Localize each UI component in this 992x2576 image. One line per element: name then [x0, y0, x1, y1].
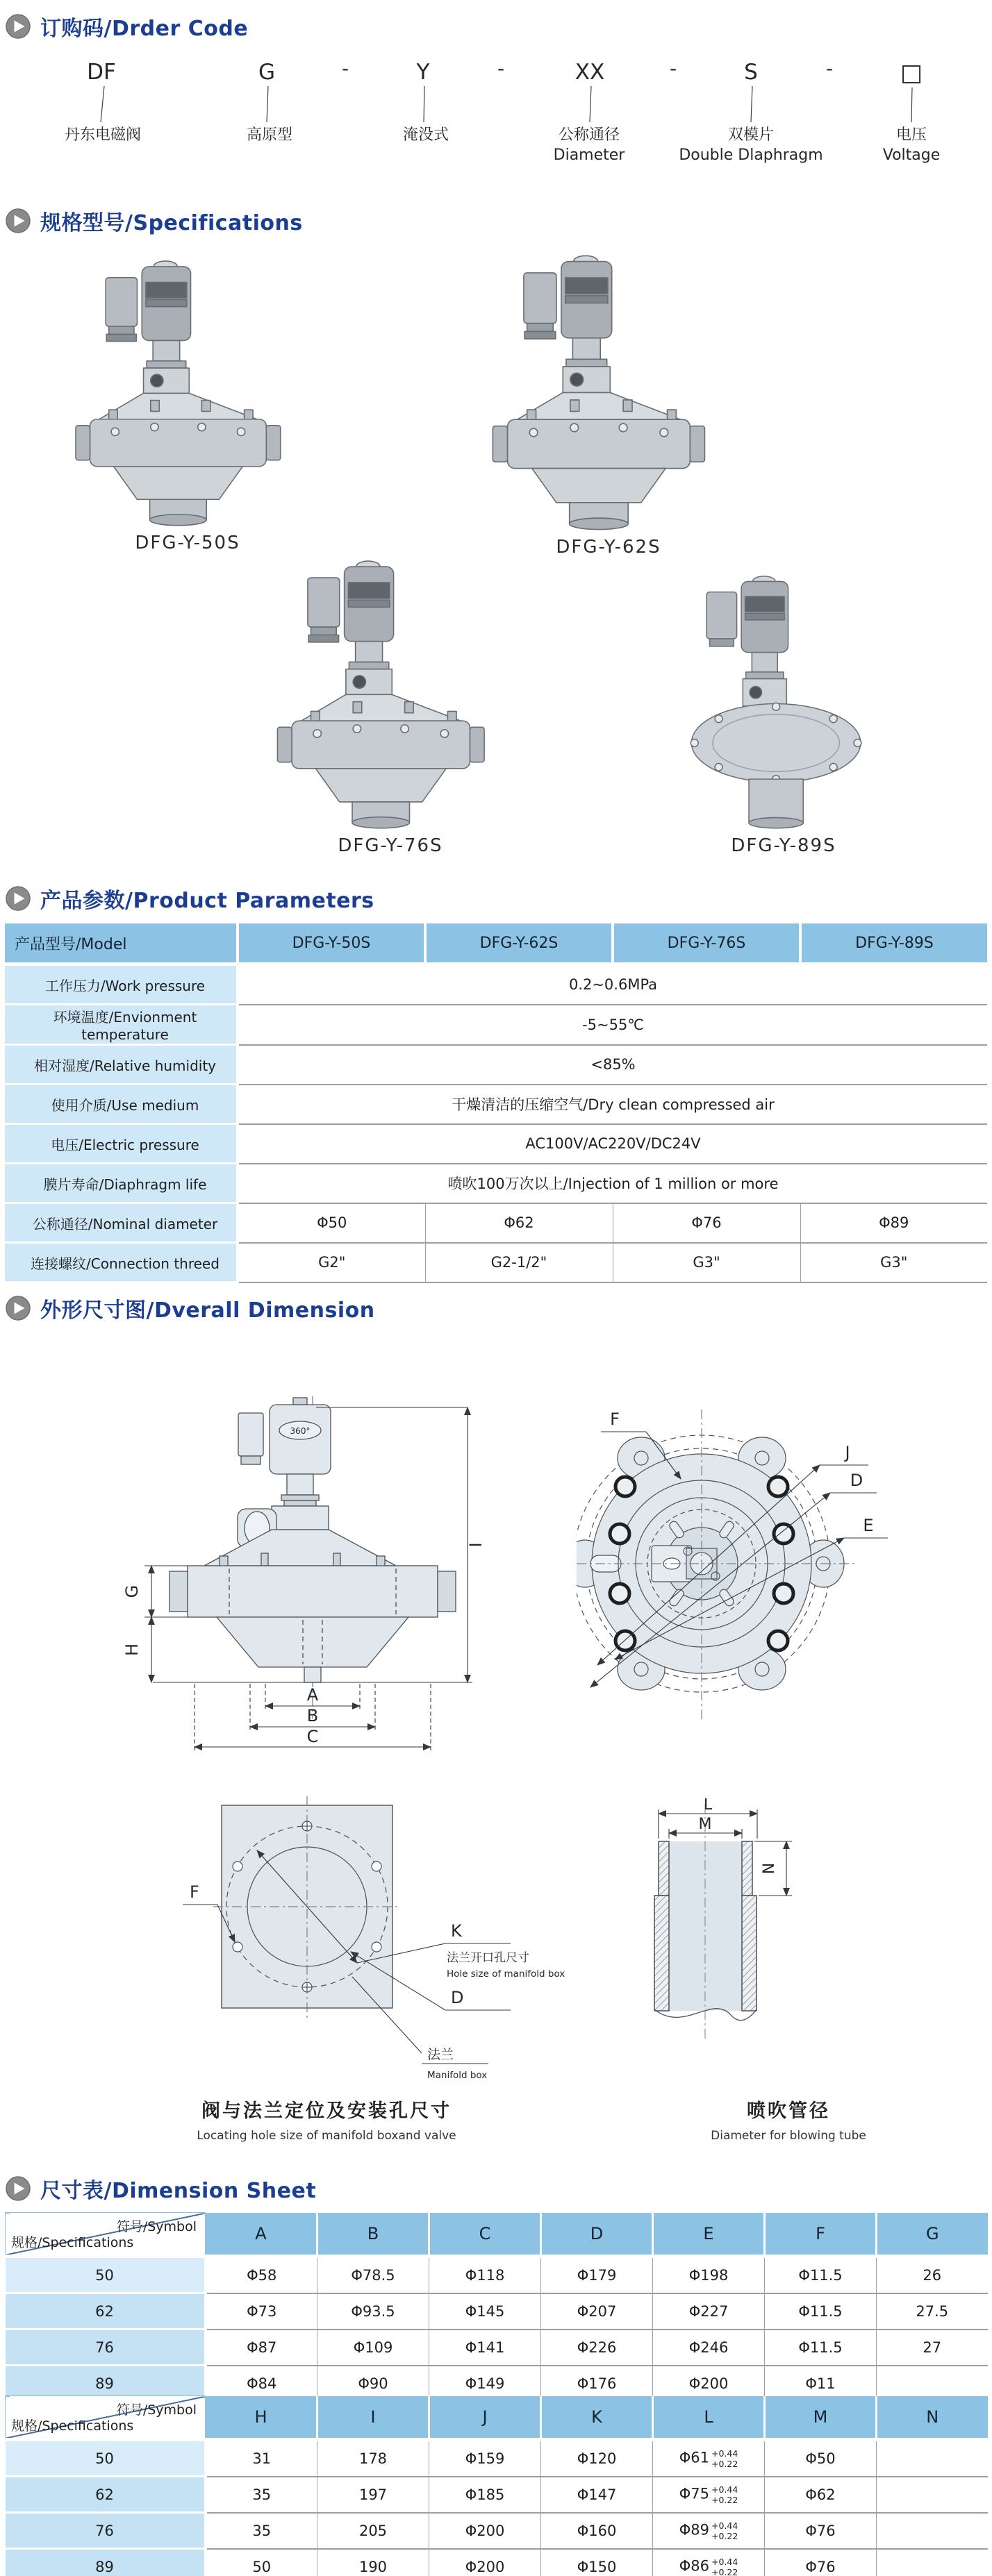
- top-view-drawing: [577, 1382, 952, 1771]
- cell: G3": [613, 1243, 800, 1282]
- cell: Φ50: [765, 2440, 877, 2477]
- tolerance-lower: +0.22: [711, 2530, 738, 2541]
- section-title-dimension-sheet: 尺寸表/Dimension Sheet: [40, 2179, 317, 2203]
- column-header: M: [765, 2396, 877, 2440]
- cell: Φ58: [206, 2257, 317, 2293]
- code-connector-lines: [101, 86, 912, 122]
- tolerance-base: Φ75: [679, 2485, 709, 2502]
- section-title-order-code: 订购码/Drder Code: [40, 17, 249, 41]
- side-view-drawing: [104, 1392, 507, 1753]
- tolerance-base: Φ86: [679, 2557, 709, 2575]
- column-header: N: [877, 2396, 988, 2440]
- cell: Φ150: [541, 2549, 653, 2576]
- cell: [877, 2513, 988, 2549]
- corner-cell: [6, 2213, 206, 2257]
- manifold-caption: [118, 2096, 535, 2143]
- header-model: DFG-Y-62S: [425, 923, 613, 964]
- tolerance-lower: +0.22: [711, 2566, 738, 2576]
- product-photo-dfg-y-76s: [271, 555, 510, 830]
- product-model-label: DFG-Y-89S: [731, 835, 836, 856]
- code-label-cn: 淹没式: [402, 126, 449, 144]
- code-label-en: Voltage: [882, 147, 941, 164]
- caption-cn: 喷吹管径: [747, 2100, 830, 2122]
- cell: Φ147: [541, 2477, 653, 2513]
- dim-label-f: F: [610, 1410, 620, 1429]
- dim-label-g: G: [122, 1584, 142, 1598]
- play-icon: [6, 886, 31, 911]
- spec-cell: 76: [6, 2513, 206, 2549]
- section-header-dimension-diagram: [6, 1293, 375, 1323]
- cell: Φ76: [765, 2513, 877, 2549]
- cell: Φ62: [765, 2477, 877, 2513]
- code-dash: -: [669, 57, 677, 80]
- tolerance-upper: +0.44: [711, 2448, 738, 2459]
- cell: [877, 2549, 988, 2576]
- row-label: 环境温度/Envionment temperature: [5, 1005, 238, 1045]
- cell: 35: [206, 2513, 317, 2549]
- dimension-table-1: [5, 2212, 988, 2402]
- row-label: 相对湿度/Relative humidity: [5, 1045, 238, 1085]
- product-figure: [486, 250, 731, 558]
- corner-spec-label: 规格/Specifications: [11, 2418, 134, 2434]
- column-header: E: [653, 2213, 765, 2257]
- cell: 27.5: [877, 2293, 988, 2330]
- row-value: 干燥清洁的压缩空气/Dry clean compressed air: [238, 1085, 987, 1124]
- table-row: [6, 2257, 988, 2293]
- table-row: [6, 2293, 988, 2330]
- cell-with-tolerance: [653, 2549, 765, 2576]
- cell: Φ11.5: [765, 2257, 877, 2293]
- tube-caption: [615, 2096, 962, 2143]
- spec-cell: 62: [6, 2477, 206, 2513]
- row-value: AC100V/AC220V/DC24V: [238, 1124, 987, 1164]
- dim-label-n: N: [761, 1862, 778, 1875]
- cell: Φ159: [429, 2440, 541, 2477]
- code-label-cn: 双模片: [727, 126, 775, 144]
- code-part-s: S: [744, 60, 758, 85]
- code-label-en: Double Dlaphragm: [679, 147, 823, 164]
- tolerance-upper: +0.44: [711, 2557, 738, 2568]
- row-label: 膜片寿命/Diaphragm life: [5, 1164, 238, 1203]
- cell: Φ76: [613, 1203, 800, 1243]
- caption-en: Diameter for blowing tube: [711, 2129, 866, 2143]
- corner-cell: [6, 2396, 206, 2440]
- tolerance-upper: +0.44: [711, 2520, 738, 2532]
- code-part-xx: XX: [574, 60, 605, 85]
- cell: Φ226: [541, 2330, 653, 2366]
- caption-cn: 阀与法兰定位及安装孔尺寸: [201, 2100, 452, 2122]
- code-label-cn: 丹东电磁阀: [64, 126, 142, 144]
- table-row: [5, 1005, 987, 1045]
- cell: Φ227: [653, 2293, 765, 2330]
- column-header: F: [765, 2213, 877, 2257]
- table-row: [6, 2513, 988, 2549]
- dimension-table-2: [5, 2395, 988, 2576]
- cell: Φ84: [206, 2366, 317, 2402]
- cell: 50: [206, 2549, 317, 2576]
- code-part-g: G: [258, 60, 276, 85]
- corner-symbol-label: 符号/Symbol: [116, 2402, 197, 2418]
- cell: Φ200: [429, 2513, 541, 2549]
- order-code-diagram: [0, 40, 992, 169]
- table-row: [5, 964, 987, 1005]
- cell: Φ185: [429, 2477, 541, 2513]
- table-row: [6, 2440, 988, 2477]
- cell: 35: [206, 2477, 317, 2513]
- spec-cell: 62: [6, 2293, 206, 2330]
- caption-en: Locating hole size of manifold boxand valve: [197, 2129, 456, 2143]
- table-row: [6, 2330, 988, 2366]
- code-dash: -: [825, 57, 834, 80]
- code-part-y: Y: [416, 60, 430, 85]
- cell: Φ11.5: [765, 2293, 877, 2330]
- cell: Φ160: [541, 2513, 653, 2549]
- cell: Φ109: [317, 2330, 429, 2366]
- play-icon: [6, 14, 31, 39]
- cell: Φ198: [653, 2257, 765, 2293]
- cell: 178: [317, 2440, 429, 2477]
- flange-label-cn: 法兰: [427, 2047, 454, 2062]
- spec-cell: 50: [6, 2440, 206, 2477]
- cell: 205: [317, 2513, 429, 2549]
- column-header: H: [206, 2396, 317, 2440]
- dim-label-f: F: [190, 1882, 199, 1902]
- cell-with-tolerance: [653, 2477, 765, 2513]
- dim-label-i: I: [466, 1542, 486, 1548]
- section-title-dimension-diagram: 外形尺寸图/Dverall Dimension: [40, 1298, 375, 1323]
- product-figure: [271, 555, 510, 856]
- tolerance-lower: +0.22: [711, 2458, 738, 2469]
- cell: Φ11: [765, 2366, 877, 2402]
- product-model-label: DFG-Y-62S: [556, 537, 661, 558]
- column-header: B: [317, 2213, 429, 2257]
- row-value: <85%: [238, 1045, 987, 1085]
- table-row: [6, 2549, 988, 2576]
- dim-label-d: D: [850, 1471, 863, 1490]
- section-title-parameters: 产品参数/Product Parameters: [40, 889, 374, 913]
- cell: Φ50: [238, 1203, 425, 1243]
- dim-label-c: C: [306, 1727, 319, 1746]
- product-model-label: DFG-Y-76S: [338, 835, 443, 856]
- row-label: 连接螺纹/Connection threed: [5, 1243, 238, 1282]
- section-header-specifications: [6, 206, 303, 236]
- cell: Φ11.5: [765, 2330, 877, 2366]
- dim-label-h: H: [122, 1643, 142, 1657]
- table-row: [5, 1203, 987, 1243]
- product-photo-dfg-y-89s: [670, 569, 897, 830]
- tolerance-upper: +0.44: [711, 2484, 738, 2495]
- column-header: J: [429, 2396, 541, 2440]
- dim-label-b: B: [306, 1706, 319, 1725]
- cell: [877, 2477, 988, 2513]
- cell-with-tolerance: [653, 2440, 765, 2477]
- column-header: K: [541, 2396, 653, 2440]
- cell: Φ176: [541, 2366, 653, 2402]
- spec-cell: 50: [6, 2257, 206, 2293]
- dimension-header-row: [6, 2213, 988, 2257]
- cell: Φ200: [429, 2549, 541, 2576]
- cell: Φ200: [653, 2366, 765, 2402]
- cell: 190: [317, 2549, 429, 2576]
- k-note-cn: 法兰开口孔尺寸: [447, 1951, 529, 1965]
- cell: Φ87: [206, 2330, 317, 2366]
- play-icon: [6, 1296, 31, 1321]
- dim-label-a: A: [306, 1685, 319, 1705]
- table-row: [5, 1045, 987, 1085]
- dim-label-m: M: [698, 1816, 712, 1833]
- rotate-note: 360°: [290, 1426, 311, 1436]
- table-row: [6, 2477, 988, 2513]
- cell: 26: [877, 2257, 988, 2293]
- manifold-drawing: [177, 1795, 566, 2100]
- code-dash: -: [341, 57, 349, 80]
- header-model-label: 产品型号/Model: [5, 923, 238, 964]
- header-model: DFG-Y-89S: [800, 923, 987, 964]
- tolerance-base: Φ89: [679, 2521, 709, 2539]
- section-title-specifications: 规格型号/Specifications: [40, 211, 303, 235]
- parameters-header-row: [5, 923, 987, 964]
- tube-drawing: [653, 1798, 882, 2055]
- section-header-parameters: [6, 883, 374, 914]
- section-header-dimension-sheet: [6, 2173, 316, 2204]
- table-row: [5, 1085, 987, 1124]
- table-row: [5, 1124, 987, 1164]
- product-figure: [69, 256, 306, 553]
- column-header: L: [653, 2396, 765, 2440]
- dim-label-l: L: [703, 1798, 713, 1814]
- product-photo-dfg-y-50s: [69, 256, 306, 527]
- section-header-order-code: [6, 11, 248, 42]
- header-model: DFG-Y-76S: [613, 923, 800, 964]
- column-header: I: [317, 2396, 429, 2440]
- cell: Φ62: [425, 1203, 613, 1243]
- row-label: 工作压力/Work pressure: [5, 964, 238, 1005]
- cell: Φ118: [429, 2257, 541, 2293]
- column-header: D: [541, 2213, 653, 2257]
- play-icon: [6, 2176, 31, 2201]
- row-value: 喷吹100万次以上/Injection of 1 million or more: [238, 1164, 987, 1203]
- dim-label-d: D: [451, 1988, 464, 2007]
- dim-label-e: E: [863, 1516, 874, 1535]
- cell: Φ149: [429, 2366, 541, 2402]
- cell: Φ179: [541, 2257, 653, 2293]
- cell-with-tolerance: [653, 2513, 765, 2549]
- row-value: -5~55℃: [238, 1005, 987, 1045]
- spec-cell: 89: [6, 2549, 206, 2576]
- cell: G2-1/2": [425, 1243, 613, 1282]
- code-label-en: Diameter: [553, 147, 625, 164]
- play-icon: [6, 208, 31, 233]
- column-header: A: [206, 2213, 317, 2257]
- spec-cell: 76: [6, 2330, 206, 2366]
- cell: Φ73: [206, 2293, 317, 2330]
- product-gallery: [0, 250, 992, 861]
- code-part-voltage-box: □: [900, 59, 923, 87]
- row-value: 0.2~0.6MPa: [238, 964, 987, 1005]
- cell: Φ141: [429, 2330, 541, 2366]
- code-label-cn: 高原型: [246, 126, 293, 144]
- row-label: 公称通径/Nominal diameter: [5, 1203, 238, 1243]
- cell: Φ246: [653, 2330, 765, 2366]
- code-part-df: DF: [87, 60, 116, 85]
- corner-spec-label: 规格/Specifications: [11, 2235, 134, 2250]
- cell: Φ207: [541, 2293, 653, 2330]
- cell: Φ89: [800, 1203, 987, 1243]
- header-model: DFG-Y-50S: [238, 923, 425, 964]
- parameters-table: [5, 923, 987, 1283]
- table-row: [5, 1243, 987, 1282]
- cell: Φ120: [541, 2440, 653, 2477]
- product-model-label: DFG-Y-50S: [135, 533, 240, 553]
- cell: 197: [317, 2477, 429, 2513]
- code-dash: -: [497, 57, 505, 80]
- product-photo-dfg-y-62s: [486, 250, 731, 531]
- table-row: [5, 1164, 987, 1203]
- product-figure: [670, 569, 897, 856]
- cell: Φ93.5: [317, 2293, 429, 2330]
- cell: Φ76: [765, 2549, 877, 2576]
- cell: 27: [877, 2330, 988, 2366]
- dim-label-j: J: [845, 1443, 850, 1462]
- dimension-header-row: [6, 2396, 988, 2440]
- spec-cell: 89: [6, 2366, 206, 2402]
- row-label: 电压/Electric pressure: [5, 1124, 238, 1164]
- cell: G2": [238, 1243, 425, 1282]
- cell: Φ145: [429, 2293, 541, 2330]
- code-label-cn: 电压: [895, 126, 927, 144]
- cell: Φ78.5: [317, 2257, 429, 2293]
- cell: 31: [206, 2440, 317, 2477]
- code-label-cn: 公称通径: [558, 126, 620, 144]
- corner-symbol-label: 符号/Symbol: [116, 2219, 197, 2234]
- k-note-en: Hole size of manifold box: [447, 1968, 565, 1980]
- tolerance-base: Φ61: [679, 2449, 709, 2466]
- row-label: 使用介质/Use medium: [5, 1085, 238, 1124]
- tolerance-lower: +0.22: [711, 2494, 738, 2505]
- dim-label-k: K: [451, 1921, 462, 1941]
- cell: G3": [800, 1243, 987, 1282]
- column-header: C: [429, 2213, 541, 2257]
- cell: [877, 2440, 988, 2477]
- cell: Φ90: [317, 2366, 429, 2402]
- flange-label-en: Manifold box: [427, 2070, 488, 2081]
- column-header: G: [877, 2213, 988, 2257]
